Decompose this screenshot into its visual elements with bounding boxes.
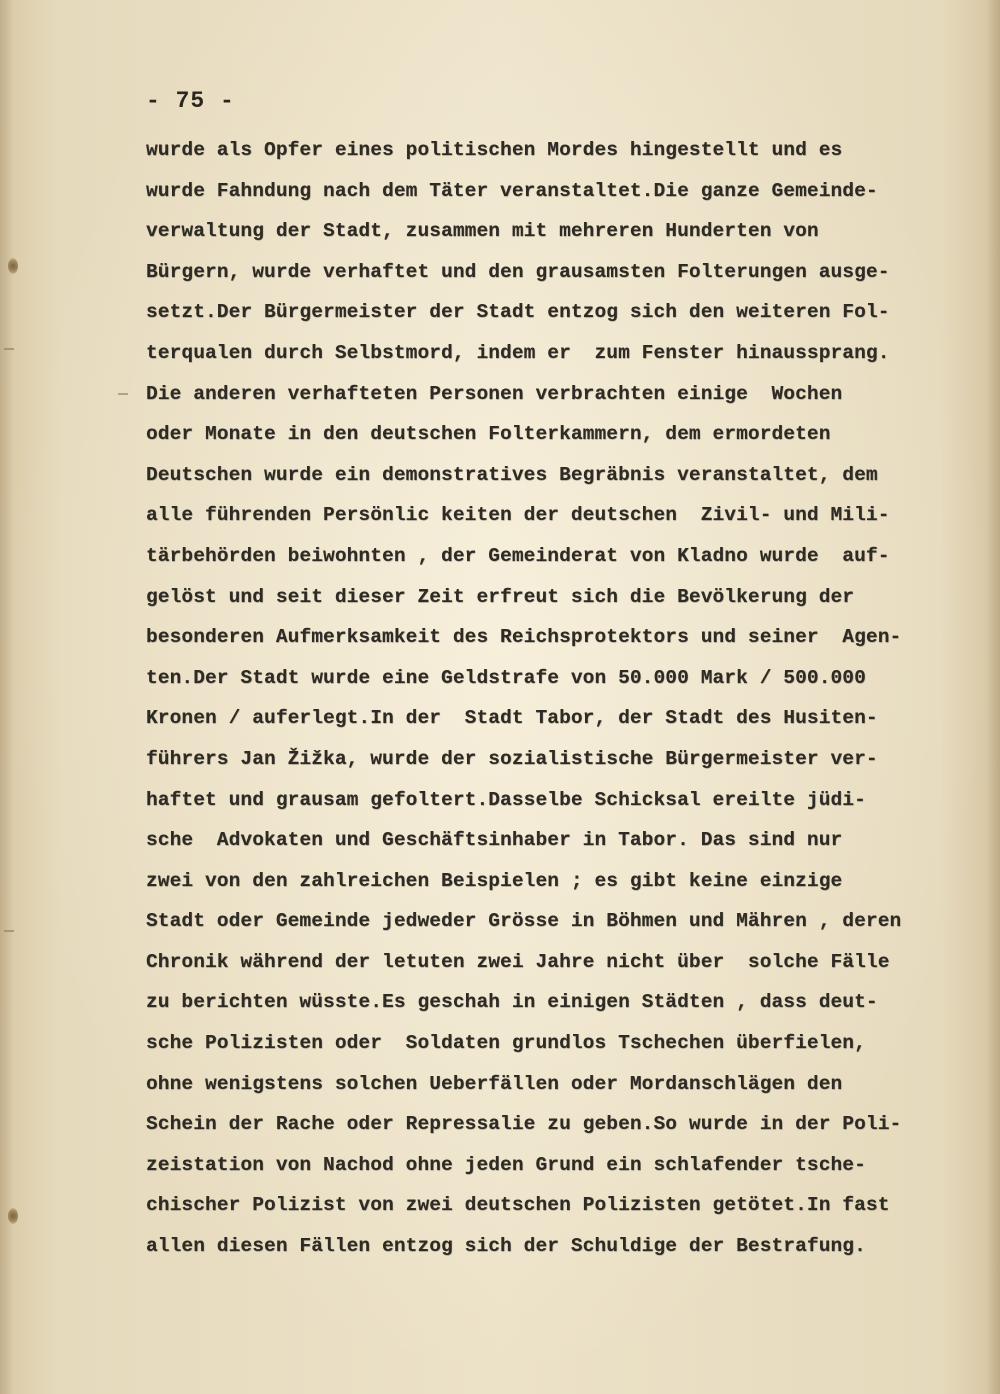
- text-line: terqualen durch Selbstmord, indem er zum Fenster hinaussprang.: [146, 341, 890, 364]
- text-line: führers Jan Žižka, wurde der sozialistische Bürgermeister ver-: [146, 747, 878, 770]
- text-line: wurde als Opfer eines politischen Mordes hingestellt und es: [146, 139, 843, 161]
- text-line: zwei von den zahlreichen Beispielen ; es gibt keine einzige: [146, 869, 843, 892]
- page-edge-shadow: [986, 0, 1000, 1394]
- margin-mark: [4, 348, 14, 350]
- text-line: Kronen / auferlegt.In der Stadt Tabor, der Stadt des Husiten-: [146, 707, 878, 730]
- text-line: oder Monate in den deutschen Folterkammern, dem ermordeten: [146, 423, 831, 446]
- text-line: Stadt oder Gemeinde jedweder Grösse in Böhmen und Mähren , deren: [146, 910, 902, 933]
- text-line: zeistation von Nachod ohne jeden Grund ein schlafender tsche-: [146, 1153, 866, 1176]
- text-line: setzt.Der Bürgermeister der Stadt entzog sich den weiteren Fol-: [146, 301, 890, 324]
- text-line: Deutschen wurde ein demonstratives Begräbnis veranstaltet, dem: [146, 463, 878, 486]
- text-line: chischer Polizist von zwei deutschen Polizisten getötet.In fast: [146, 1194, 890, 1217]
- text-line: zu berichten wüsste.Es geschah in einigen Städten , dass deut-: [146, 991, 878, 1014]
- text-line: gelöst und seit dieser Zeit erfreut sich die Bevölkerung der: [146, 585, 855, 608]
- margin-mark: [4, 930, 14, 932]
- margin-mark: [118, 393, 128, 395]
- typed-body-text: [146, 130, 946, 1267]
- text-line: sche Polizisten oder Soldaten grundlos Tschechen überfielen,: [146, 1032, 866, 1055]
- text-line: sche Advokaten und Geschäftsinhaber in Tabor. Das sind nur: [146, 829, 843, 852]
- text-line: Chronik während der letuten zwei Jahre nicht über solche Fälle: [146, 950, 890, 973]
- punch-hole-mark: [8, 1208, 18, 1224]
- text-line: haftet und grausam gefoltert.Dasselbe Schicksal ereilte jüdi-: [146, 788, 866, 811]
- punch-hole-mark: [8, 258, 18, 274]
- text-line: besonderen Aufmerksamkeit des Reichsprotektors und seiner Agen-: [146, 626, 902, 649]
- text-line: wurde Fahndung nach dem Täter veranstaltet.Die ganze Gemeinde-: [146, 179, 878, 202]
- text-line: tärbehörden beiwohnten , der Gemeinderat von Kladno wurde auf-: [146, 544, 890, 567]
- text-line: allen diesen Fällen entzog sich der Schuldige der Bestrafung.: [146, 1235, 866, 1258]
- page-number: - 75 -: [146, 88, 235, 114]
- text-line: Bürgern, wurde verhaftet und den grausamsten Folterungen ausge-: [146, 260, 890, 283]
- text-line: ohne wenigstens solchen Ueberfällen oder Mordanschlägen den: [146, 1072, 843, 1095]
- text-line: Die anderen verhafteten Personen verbrachten einige Wochen: [146, 382, 843, 405]
- text-line: alle führenden Persönlic keiten der deutschen Zivil- und Mili-: [146, 504, 890, 527]
- text-line: verwaltung der Stadt, zusammen mit mehreren Hunderten von: [146, 220, 819, 243]
- page-edge-shadow: [0, 0, 14, 1394]
- text-line: Schein der Rache oder Repressalie zu geben.So wurde in der Poli-: [146, 1113, 902, 1136]
- text-line: ten.Der Stadt wurde eine Geldstrafe von 50.000 Mark / 500.000: [146, 666, 866, 689]
